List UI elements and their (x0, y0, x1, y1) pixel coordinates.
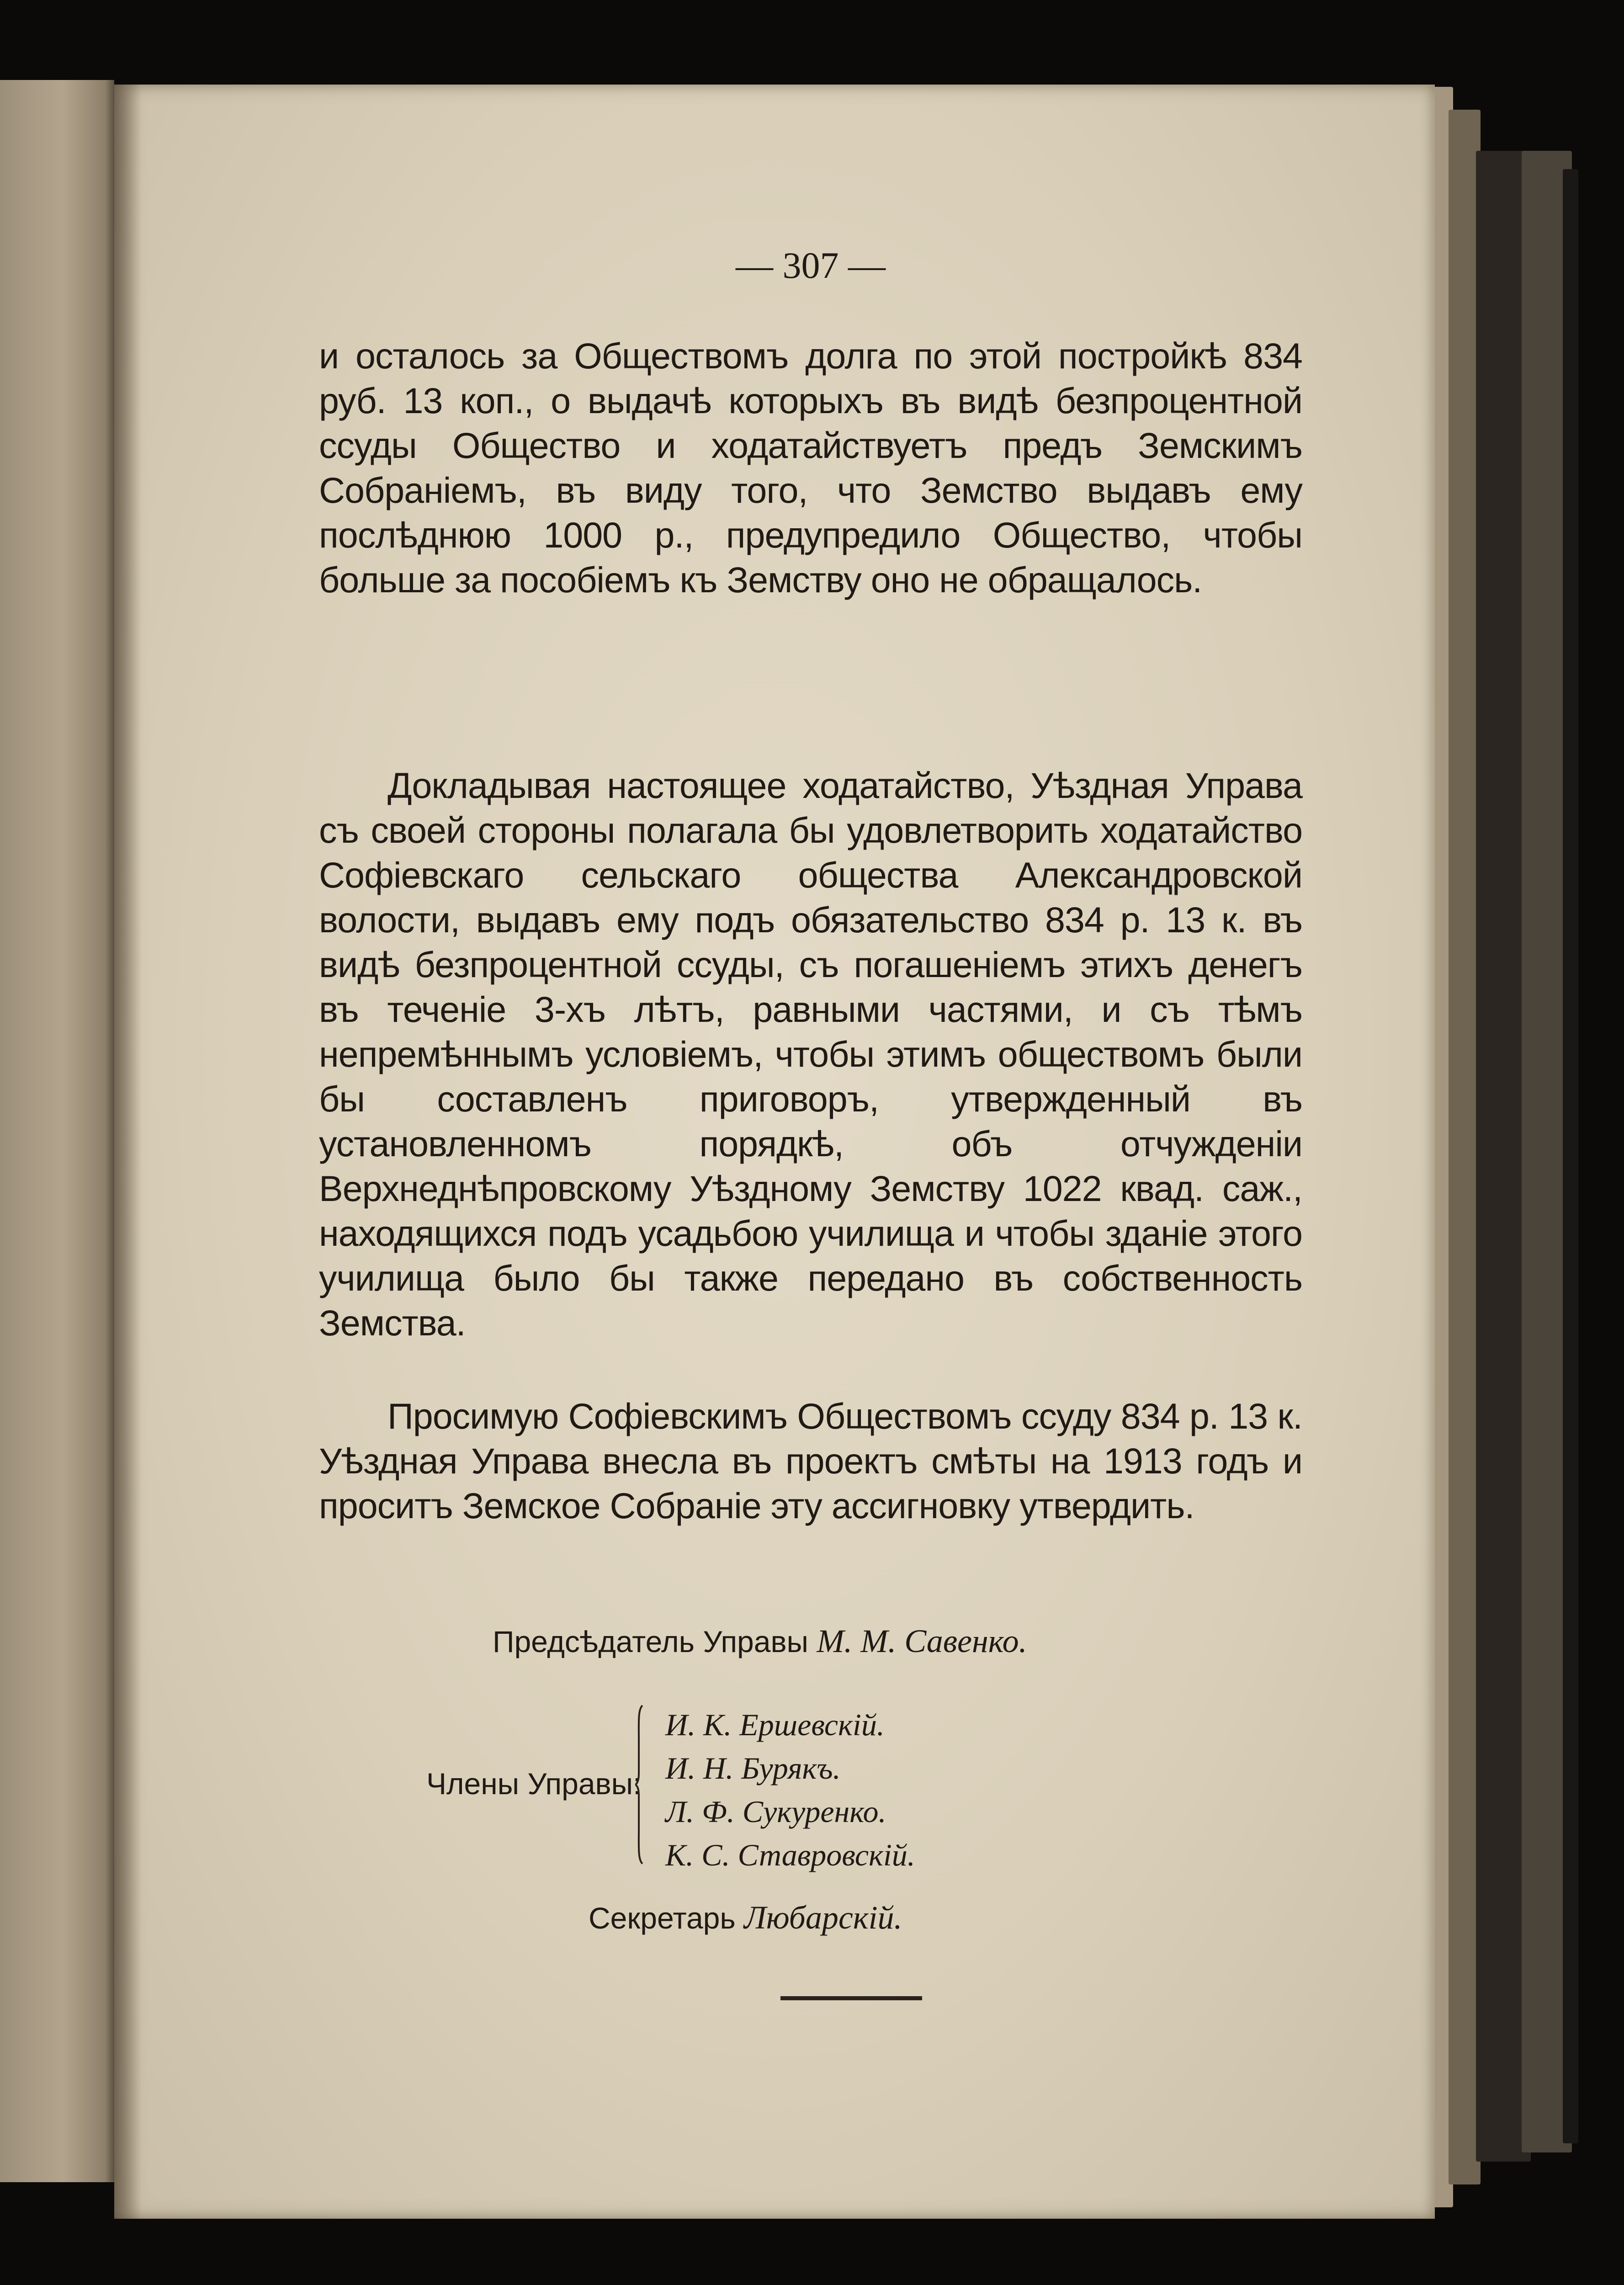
member-name: Л. Ф. Сукуренко. (665, 1794, 886, 1829)
members-label: Члены Управы: (426, 1767, 642, 1801)
secretary-title: Секретарь (589, 1901, 736, 1935)
member-name: И. Н. Бурякъ. (665, 1751, 841, 1785)
secretary-name: Любарскій. (744, 1899, 902, 1936)
page-gutter-shadow (114, 85, 142, 2219)
chairman-name: М. М. Савенко. (817, 1623, 1027, 1659)
chairman-title: Предсѣдатель Управы (493, 1625, 808, 1658)
paragraph-3: Просимую Софіевскимъ Обществомъ ссуду 834 р. 13 к. Уѣздная Управа внесла въ проектъ смѣты на 1913 годъ и проситъ Земское Собраніе эту ассигновку утвердить. (319, 1396, 1302, 1526)
curly-brace-icon (635, 1705, 644, 1865)
book-cover-edge (1563, 169, 1578, 2143)
member-name: К. С. Ставровскій. (665, 1838, 915, 1872)
end-rule (780, 1996, 922, 2000)
chairman-signature (493, 1625, 1027, 1658)
page-number: — 307 — (736, 244, 886, 286)
document-page (114, 85, 1435, 2219)
secretary-signature (589, 1901, 902, 1934)
member-name: И. К. Ершевскій. (665, 1707, 885, 1742)
left-facing-page (0, 80, 114, 2182)
paragraph-2: Докладывая настоящее ходатайство, Уѣздная Управа съ своей стороны полагала бы удовлетворить ходатайство Софіевскаго сельскаго общества Александровской волости, выдавъ ему подъ обязательство 834 р. 13 к. въ видѣ безпроцентной ссуды, съ погашеніемъ этихъ денегъ въ теченіе 3-хъ лѣтъ, равными частями, и съ тѣмъ непремѣннымъ условіемъ, чтобы этимъ обществомъ были бы составленъ приговоръ, утвержденный въ установленномъ порядкѣ, объ отчужденіи Верхнеднѣпровскому Уѣздному Земству 1022 квад. саж., находящихся подъ усадьбою училища и чтобы зданіе этого училища было бы также передано въ собственность Земства. (319, 765, 1302, 1343)
paragraph-1: и осталось за Обществомъ долга по этой постройкѣ 834 руб. 13 коп., о выдачѣ которыхъ въ видѣ безпроцентной ссуды Общество и ходатайствуетъ предъ Земскимъ Собраніемъ, въ виду того, что Земство выдавъ ему послѣднюю 1000 р., предупредило Общество, чтобы больше за пособіемъ къ Земству оно не обращалось. (319, 335, 1302, 600)
